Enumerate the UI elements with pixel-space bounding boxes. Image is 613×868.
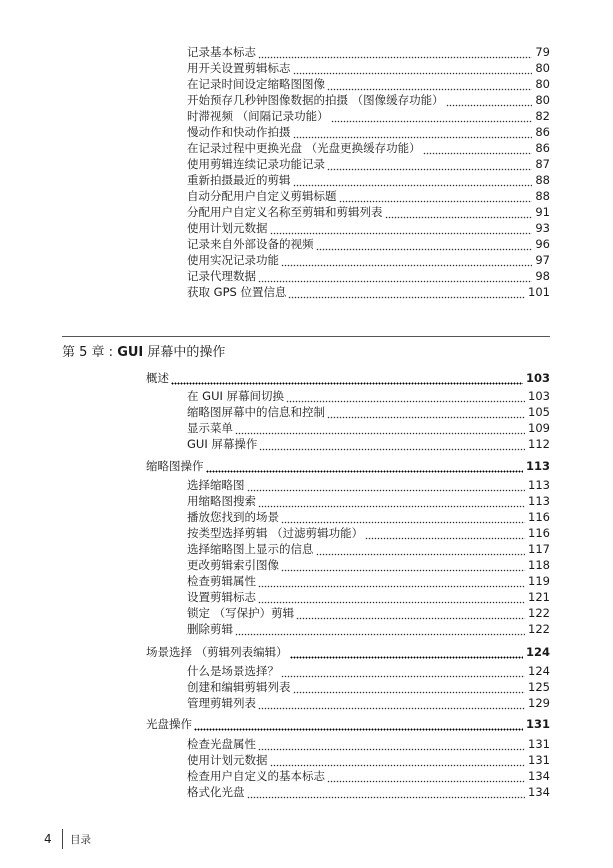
leader-dots <box>258 737 525 752</box>
toc-entry-label: 用缩略图搜索 <box>187 494 256 508</box>
toc-entry[interactable] <box>187 696 550 711</box>
toc-entry-label: 缩略图屏幕中的信息和控制 <box>187 405 325 419</box>
toc-entry-label: 检查用户自定义的基本标志 <box>187 769 325 783</box>
toc-entry-label: 获取 GPS 位置信息 <box>187 285 287 299</box>
leader-dots <box>423 141 533 156</box>
toc-entry-page: 88 <box>535 173 550 187</box>
leader-dots <box>327 769 525 784</box>
toc-entry-page: 134 <box>528 785 550 799</box>
toc-entry-label: 格式化光盘 <box>187 785 245 799</box>
toc-entry[interactable] <box>187 622 550 637</box>
toc-entry-label: 选择缩略图 <box>187 478 245 492</box>
toc-entry[interactable] <box>187 285 550 300</box>
toc-entry-label: 什么是场景选择？ <box>187 664 279 678</box>
toc-entry-label: 使用计划元数据 <box>187 221 268 235</box>
toc-entry[interactable] <box>187 189 550 204</box>
toc-entry[interactable] <box>187 606 550 621</box>
toc-entry[interactable] <box>187 769 550 784</box>
toc-entry-page: 124 <box>528 664 550 678</box>
toc-section-page: 113 <box>525 459 550 473</box>
leader-dots <box>385 205 533 220</box>
toc-entry-label: 删除剪辑 <box>187 622 233 636</box>
leader-dots <box>296 606 525 621</box>
toc-entry-page: 116 <box>528 526 550 540</box>
toc-section[interactable] <box>146 371 550 386</box>
chapter-divider <box>62 336 550 337</box>
toc-entry-page: 82 <box>535 109 550 123</box>
toc-entry-label: 检查剪辑属性 <box>187 574 256 588</box>
toc-entry[interactable] <box>187 478 550 493</box>
toc-entry-label: 记录代理数据 <box>187 269 256 283</box>
leader-dots <box>293 680 526 695</box>
toc-entry[interactable] <box>187 526 550 541</box>
toc-entry[interactable] <box>187 173 550 188</box>
toc-entry-page: 121 <box>528 590 550 604</box>
leader-dots <box>270 221 533 236</box>
toc-entry[interactable] <box>187 205 550 220</box>
toc-entry[interactable] <box>187 93 550 108</box>
toc-section[interactable] <box>146 645 550 660</box>
leader-dots <box>247 478 526 493</box>
toc-entry-page: 129 <box>528 696 550 710</box>
toc-entry-page: 96 <box>535 237 550 251</box>
toc-entry-page: 91 <box>535 205 550 219</box>
toc-entry-label: 使用剪辑连续记录功能记录 <box>187 157 325 171</box>
toc-entry-label: 锁定 （写保护）剪辑 <box>187 606 295 620</box>
toc-entry-page: 105 <box>528 405 550 419</box>
chapter-gui: GUI <box>117 345 144 360</box>
toc-entry-label: 记录来自外部设备的视频 <box>187 237 314 251</box>
leader-dots <box>258 494 525 509</box>
toc-entry[interactable] <box>187 437 550 452</box>
toc-entry-label: 自动分配用户自定义剪辑标题 <box>187 189 337 203</box>
leader-dots <box>327 77 532 92</box>
toc-entry-page: 86 <box>535 125 550 139</box>
toc-entry-page: 103 <box>528 389 550 403</box>
toc-entry[interactable] <box>187 542 550 557</box>
toc-section-label: 场景选择 （剪辑列表编辑） <box>146 645 288 659</box>
toc-entry[interactable] <box>187 405 550 420</box>
leader-dots <box>327 405 525 420</box>
leader-dots <box>339 189 533 204</box>
toc-entry[interactable] <box>187 141 550 156</box>
toc-entry[interactable] <box>187 421 550 436</box>
leader-dots <box>327 157 532 172</box>
toc-entry-page: 79 <box>535 45 550 59</box>
toc-entry-label: 在 GUI 屏幕间切换 <box>187 389 285 403</box>
leader-dots <box>171 371 523 386</box>
toc-entry[interactable] <box>187 237 550 252</box>
toc-entry-page: 118 <box>528 558 550 572</box>
chapter-prefix: 第 5 章 : <box>62 345 118 360</box>
leader-dots <box>288 285 525 300</box>
toc-entry[interactable] <box>187 590 550 605</box>
toc-entry-page: 109 <box>528 421 550 435</box>
toc-entry-label: 创建和编辑剪辑列表 <box>187 680 291 694</box>
toc-entry-label: 重新拍摄最近的剪辑 <box>187 173 291 187</box>
toc-entry[interactable] <box>187 680 550 695</box>
leader-dots <box>194 717 523 732</box>
toc-entry-label: 慢动作和快动作拍摄 <box>187 125 291 139</box>
chapter-title[interactable] <box>62 344 225 362</box>
toc-entry-label: 检查光盘属性 <box>187 737 256 751</box>
toc-entry[interactable] <box>187 157 550 172</box>
toc-entry-page: 97 <box>535 253 550 267</box>
toc-entry-page: 116 <box>528 510 550 524</box>
toc-section-label: 概述 <box>146 371 169 385</box>
leader-dots <box>281 253 532 268</box>
toc-section-page: 103 <box>525 371 550 385</box>
toc-entry-label: 显示菜单 <box>187 421 233 435</box>
leader-dots <box>235 622 525 637</box>
footer-label: 目录 <box>70 834 91 846</box>
toc-section[interactable] <box>146 459 550 474</box>
toc-entry[interactable] <box>187 45 550 60</box>
leader-dots <box>270 753 526 768</box>
leader-dots <box>247 785 526 800</box>
toc-entry-label: 在记录时间设定缩略图图像 <box>187 77 325 91</box>
toc-entry-page: 113 <box>528 494 550 508</box>
toc-entry-label: 设置剪辑标志 <box>187 590 256 604</box>
leader-dots <box>235 421 525 436</box>
leader-dots <box>331 109 533 124</box>
toc-entry-page: 119 <box>528 574 550 588</box>
toc-section-page: 131 <box>525 717 550 731</box>
toc-entry-page: 134 <box>528 769 550 783</box>
toc-entry[interactable] <box>187 753 550 768</box>
leader-dots <box>259 437 525 452</box>
leader-dots <box>293 61 533 76</box>
chapter-suffix: 屏幕中的操作 <box>143 345 226 360</box>
toc-entry-label: 记录基本标志 <box>187 45 256 59</box>
toc-entry-page: 113 <box>528 478 550 492</box>
leader-dots <box>206 459 523 474</box>
toc-section-label: 光盘操作 <box>146 717 192 731</box>
leader-dots <box>281 510 525 525</box>
toc-entry-label: 选择缩略图上显示的信息 <box>187 542 314 556</box>
toc-entry-label: 分配用户自定义名称至剪辑和剪辑列表 <box>187 205 383 219</box>
toc-entry[interactable] <box>187 785 550 800</box>
toc-entry[interactable] <box>187 574 550 589</box>
footer-page-number: 4 <box>44 832 52 846</box>
toc-entry-page: 122 <box>528 622 550 636</box>
toc-entry[interactable] <box>187 125 550 140</box>
footer-divider <box>62 829 63 849</box>
toc-entry[interactable] <box>187 494 550 509</box>
leader-dots <box>258 590 525 605</box>
toc-entry-page: 101 <box>528 285 550 299</box>
toc-entry[interactable] <box>187 558 550 573</box>
leader-dots <box>258 574 525 589</box>
toc-entry-page: 122 <box>528 606 550 620</box>
toc-entry-page: 80 <box>535 61 550 75</box>
leader-dots <box>258 696 525 711</box>
leader-dots <box>293 125 533 140</box>
toc-entry-label: 开始预存几秒钟图像数据的拍摄 （图像缓存功能） <box>187 93 444 107</box>
leader-dots <box>286 389 525 404</box>
toc-entry-label: 使用实况记录功能 <box>187 253 279 267</box>
toc-entry-page: 86 <box>535 141 550 155</box>
toc-entry-label: 在记录过程中更换光盘 （光盘更换缓存功能） <box>187 141 421 155</box>
toc-entry-label: 播放您找到的场景 <box>187 510 279 524</box>
leader-dots <box>281 664 525 679</box>
toc-entry-page: 87 <box>535 157 550 171</box>
toc-entry-page: 88 <box>535 189 550 203</box>
leader-dots <box>316 237 533 252</box>
toc-entry[interactable] <box>187 510 550 525</box>
toc-entry[interactable] <box>187 389 550 404</box>
toc-entry-label: 用开关设置剪辑标志 <box>187 61 291 75</box>
leader-dots <box>446 93 533 108</box>
toc-section-label: 缩略图操作 <box>146 459 204 473</box>
toc-entry-label: 使用计划元数据 <box>187 753 268 767</box>
toc-entry-page: 131 <box>528 737 550 751</box>
toc-entry[interactable] <box>187 77 550 92</box>
leader-dots <box>316 542 526 557</box>
toc-entry-page: 125 <box>528 680 550 694</box>
toc-entry[interactable] <box>187 221 550 236</box>
toc-entry[interactable] <box>187 737 550 752</box>
toc-section-page: 124 <box>525 645 550 659</box>
toc-entry[interactable] <box>187 61 550 76</box>
toc-entry[interactable] <box>187 253 550 268</box>
toc-entry-label: 更改剪辑索引图像 <box>187 558 279 572</box>
toc-entry[interactable] <box>187 109 550 124</box>
toc-entry-page: 80 <box>535 93 550 107</box>
leader-dots <box>281 558 525 573</box>
toc-entry-page: 80 <box>535 77 550 91</box>
toc-entry-label: 按类型选择剪辑 （过滤剪辑功能） <box>187 526 364 540</box>
toc-entry-page: 112 <box>528 437 550 451</box>
toc-entry-label: 管理剪辑列表 <box>187 696 256 710</box>
toc-entry-page: 131 <box>528 753 550 767</box>
toc-entry-label: 时滞视频 （间隔记录功能） <box>187 109 329 123</box>
leader-dots <box>293 173 533 188</box>
leader-dots <box>365 526 525 541</box>
toc-entry-label: GUI 屏幕操作 <box>187 437 258 451</box>
leader-dots <box>258 269 532 284</box>
toc-entry[interactable] <box>187 664 550 679</box>
toc-entry-page: 93 <box>535 221 550 235</box>
leader-dots <box>290 645 523 660</box>
leader-dots <box>258 45 532 60</box>
toc-entry[interactable] <box>187 269 550 284</box>
toc-entry-page: 117 <box>528 542 550 556</box>
toc-section[interactable] <box>146 717 550 732</box>
toc-entry-page: 98 <box>535 269 550 283</box>
